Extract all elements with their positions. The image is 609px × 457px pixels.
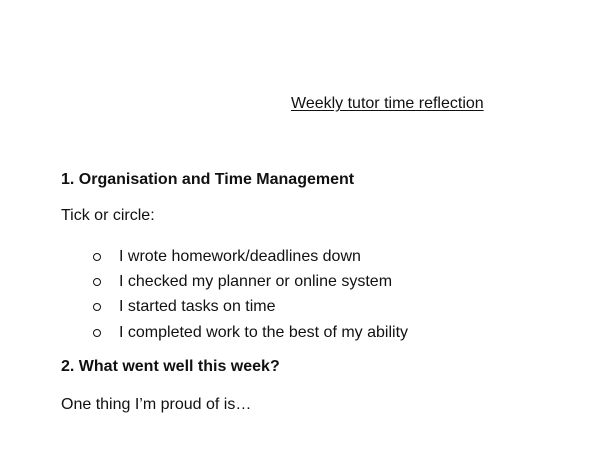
circle-bullet-icon — [93, 253, 101, 261]
checklist-item-label: I wrote homework/deadlines down — [119, 247, 361, 265]
circle-bullet-icon — [93, 303, 101, 311]
checklist — [92, 244, 408, 345]
checklist-item — [92, 244, 408, 269]
document-title: Weekly tutor time reflection — [291, 95, 484, 112]
checklist-item-label: I started tasks on time — [119, 298, 276, 316]
checklist-item-label: I completed work to the best of my ability — [119, 323, 409, 341]
circle-bullet-icon — [93, 278, 101, 286]
section-1-instruction: Tick or circle: — [61, 207, 155, 224]
checklist-item — [92, 295, 408, 320]
checklist-item — [92, 320, 408, 345]
checklist-item-label: I checked my planner or online system — [119, 272, 393, 290]
section-2-heading: 2. What went well this week? — [61, 358, 280, 375]
section-2-prompt: One thing I’m proud of is… — [61, 396, 252, 413]
checklist-item — [92, 269, 408, 294]
section-1-heading: 1. Organisation and Time Management — [61, 171, 355, 188]
circle-bullet-icon — [93, 329, 101, 337]
